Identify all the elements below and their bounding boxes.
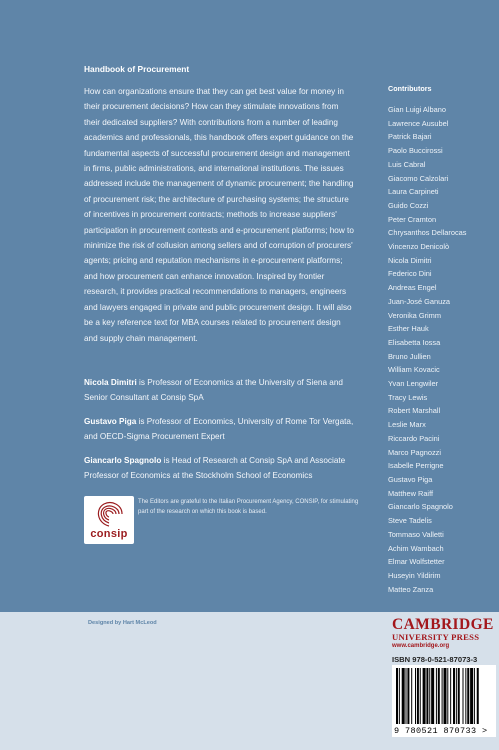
publisher-name: CAMBRIDGE xyxy=(392,616,494,633)
contributors-heading: Contributors xyxy=(388,84,432,93)
barcode-bar xyxy=(467,668,469,724)
barcode-bar xyxy=(442,668,443,724)
contributor-name: Leslie Marx xyxy=(388,420,426,430)
contributor-name: Vincenzo Denicolò xyxy=(388,242,450,252)
barcode-bar xyxy=(423,668,426,724)
contributor-name: Federico Dini xyxy=(388,269,432,279)
contributor-name: Gian Luigi Albano xyxy=(388,105,446,114)
contributor-name: Veronika Grimm xyxy=(388,310,441,320)
barcode-bar xyxy=(407,668,409,724)
barcode-bar xyxy=(450,668,451,724)
contributor-name: Tommaso Valletti xyxy=(388,529,444,539)
consip-acknowledgement xyxy=(84,496,364,548)
barcode-bar xyxy=(399,668,400,724)
contributor-name: Nicola Dimitri xyxy=(388,255,432,265)
contributor-name: Yvan Lengwiler xyxy=(388,379,439,389)
consip-note: The Editors are grateful to the Italian Procurement Agency, CONSIP, for stimulating part of the research on which this book is based. xyxy=(138,499,359,515)
barcode-bar xyxy=(436,668,437,724)
barcode-bar xyxy=(417,668,419,724)
contributor-name: Giacomo Calzolari xyxy=(388,173,449,183)
editor-description: is Head of Research at Consip SpA and Associate Professor of Economics at the Stockholm School of Economics xyxy=(84,456,346,481)
contributor-name: Esther Hauk xyxy=(388,324,429,334)
barcode-digits: 9 780521 870733 > xyxy=(394,726,488,736)
barcode-bar xyxy=(477,668,479,724)
consip-logo xyxy=(84,496,134,544)
isbn-label: ISBN 978-0-521-87073-3 xyxy=(392,655,478,664)
editor-name: Giancarlo Spagnolo xyxy=(84,456,162,465)
book-blurb: How can organizations ensure that they can get best value for money in their procurement decisions? How can they stimulate innovations from their dedicated suppliers? With contributions from a number of leading academics and professionals, this handbook offers expert guidance on the fundamental aspects of successful procurement design and management in firms, public administrations, and international institutions. The issues addressed include the management of dynamic procurement; the handling of procurement risk; the architecture of purchasing systems; the structure of incentives in procurement contracts; methods to increase suppliers' participation in procurement contests and e-procurement platforms; how to minimize the risk of collusion among sellers and of corruption of procurers' agents; pricing and reputation mechanisms in e-procurement platforms; and how procurement can enhance innovation. Inspired by frontier research, it provides practical recommendations to managers, engineers and lawyers engaged in private and public procurement design. It will also be a key reference text for MBA courses related to procurement design and supply chain management. xyxy=(84,87,354,343)
contributor-name: Andreas Engel xyxy=(388,283,437,293)
contributor-name: Laura Carpineti xyxy=(388,187,439,197)
editor-bio xyxy=(84,453,356,484)
barcode-bar xyxy=(456,668,457,724)
barcode-bar xyxy=(444,668,447,724)
editor-description: is Professor of Economics, University of Rome Tor Vergata, and OECD-Sigma Procurement Expert xyxy=(84,417,354,442)
barcode-bar xyxy=(474,668,475,724)
contributor-name: Chrysanthos Dellarocas xyxy=(388,228,467,238)
contributor-name: William Kovacic xyxy=(388,365,440,375)
publisher-subname: UNIVERSITY PRESS xyxy=(392,632,480,642)
editor-name: Gustavo Piga xyxy=(84,417,137,426)
editor-description: is Professor of Economics at the University of Siena and Senior Consultant at Consip SpA xyxy=(84,378,343,403)
barcode-bar xyxy=(470,668,473,724)
publisher-url: www.cambridge.org xyxy=(392,643,450,649)
barcode-bar xyxy=(406,668,407,724)
contributor-name: Steve Tadelis xyxy=(388,516,432,526)
contributor-name: Gustavo Piga xyxy=(388,474,433,484)
barcode-bar xyxy=(429,668,430,724)
barcode-bar xyxy=(420,668,421,724)
barcode-bars-icon xyxy=(396,668,492,724)
contributor-name: Tracy Lewis xyxy=(388,392,428,402)
contributor-name: Peter Cramton xyxy=(388,214,437,224)
consip-logo-text: consip xyxy=(90,528,128,540)
contributor-name: Marco Pagnozzi xyxy=(388,447,441,457)
barcode-bar xyxy=(396,668,398,724)
designer-credit: Designed by Hart McLeod xyxy=(88,620,157,626)
contributor-name: Robert Marshall xyxy=(388,406,441,416)
barcode-bar xyxy=(453,668,455,724)
editor-bio xyxy=(84,375,356,406)
contributor-name: Guido Cozzi xyxy=(388,200,429,210)
editor-bio xyxy=(84,414,356,445)
barcode-bar xyxy=(465,668,466,724)
contributor-name: Lawrence Ausubel xyxy=(388,118,449,128)
contributor-name: Paolo Buccirossi xyxy=(388,146,443,156)
contributor-name: Bruno Jullien xyxy=(388,351,431,361)
contributor-name: Isabelle Perrigne xyxy=(388,461,444,471)
contributor-name: Elisabetta Iossa xyxy=(388,337,441,347)
barcode-bar xyxy=(426,668,428,724)
barcode-bar xyxy=(431,668,434,724)
barcode xyxy=(392,665,496,737)
contributors-list xyxy=(388,103,466,596)
publisher-logo xyxy=(392,616,499,649)
contributor-name: Giancarlo Spagnolo xyxy=(388,502,453,512)
contributor-name: Patrick Bajari xyxy=(388,132,432,142)
contributor-name: Matteo Zanza xyxy=(388,584,434,594)
barcode-bar xyxy=(402,668,405,724)
contributor-name: Elmar Wolfstetter xyxy=(388,557,445,567)
barcode-bar xyxy=(415,668,416,724)
contributor-name: Matthew Raiff xyxy=(388,488,434,498)
barcode-bar xyxy=(447,668,448,724)
contributor-name: Luis Cabral xyxy=(388,159,426,169)
barcode-bar xyxy=(411,668,412,724)
book-title: Handbook of Procurement xyxy=(84,64,190,74)
barcode-bar xyxy=(463,668,464,724)
barcode-bar xyxy=(458,668,460,724)
barcode-bar xyxy=(438,668,440,724)
consip-swirl-icon xyxy=(92,499,126,529)
contributor-name: Huseyin Yildirim xyxy=(388,570,441,580)
contributor-name: Riccardo Pacini xyxy=(388,433,440,443)
contributor-name: Juan-José Ganuza xyxy=(388,296,451,306)
editor-name: Nicola Dimitri xyxy=(84,378,137,387)
contributor-name: Achim Wambach xyxy=(388,543,444,553)
